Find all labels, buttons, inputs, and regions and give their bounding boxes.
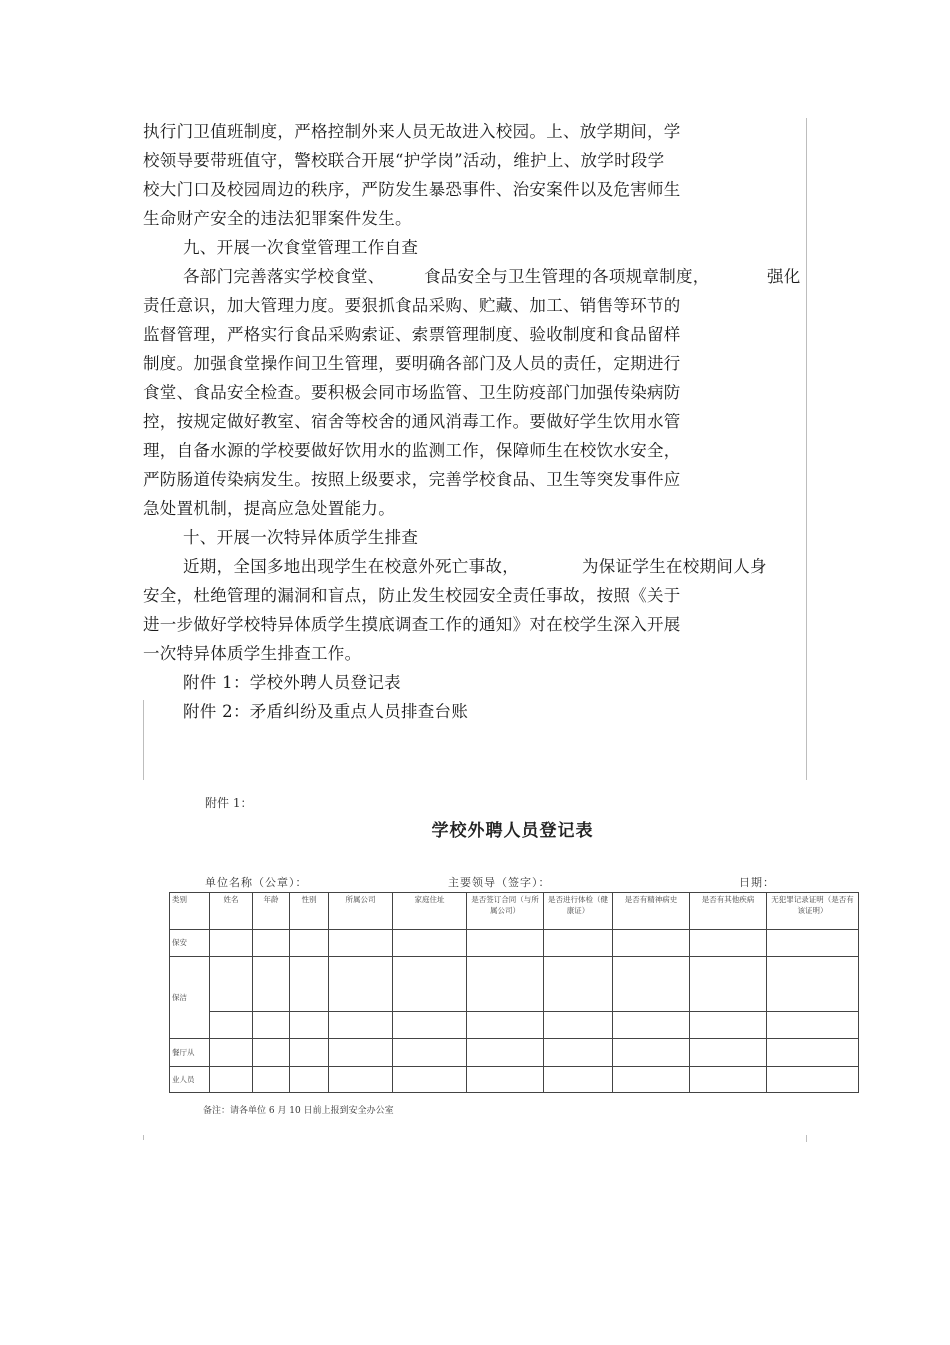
body-line: 进一步做好学校特异体质学生摸底调查工作的通知》对在校学生深入开展 bbox=[143, 615, 681, 634]
body-line: 食品安全与卫生管理的各项规章制度， bbox=[424, 267, 710, 286]
table-cell bbox=[613, 1012, 690, 1039]
attachment-label: 附件 1： bbox=[205, 796, 253, 810]
table-cell bbox=[613, 1066, 690, 1092]
table-cell bbox=[290, 1066, 329, 1092]
section-heading-ten: 十、开展一次特异体质学生排查 bbox=[183, 528, 419, 547]
leader-sign-label: 主要领导（签字）： bbox=[448, 876, 551, 889]
body-line: 校领导要带班值守，警校联合开展“护学岗”活动，维护上、放学时段学 bbox=[143, 151, 665, 170]
table-cell bbox=[253, 1012, 290, 1039]
attachment-2-ref: 附件 2：矛盾纠纷及重点人员排查台账 bbox=[183, 702, 469, 721]
table-cell bbox=[210, 956, 253, 1012]
header-cell: 性别 bbox=[290, 893, 329, 930]
table-cell bbox=[210, 1039, 253, 1066]
body-line: 生命财产安全的违法犯罪案件发生。 bbox=[143, 209, 412, 228]
header-cell: 年龄 bbox=[253, 893, 290, 930]
table-cell bbox=[290, 1012, 329, 1039]
table-cell bbox=[690, 1012, 767, 1039]
category-cell: 餐厅从 bbox=[170, 1039, 210, 1066]
category-cell: 保洁 bbox=[170, 956, 210, 1039]
unit-name-label: 单位名称（公章）： bbox=[205, 876, 308, 889]
table-cell bbox=[613, 956, 690, 1012]
body-line: 监督管理，严格实行食品采购索证、索票管理制度、验收制度和食品留样 bbox=[143, 325, 681, 344]
table-cell bbox=[393, 956, 467, 1012]
table-cell bbox=[467, 930, 544, 956]
table-cell bbox=[467, 1012, 544, 1039]
table-cell bbox=[767, 1066, 859, 1092]
table-cell bbox=[329, 1066, 393, 1092]
header-cell: 无犯罪记录证明（是否有该证明） bbox=[767, 893, 859, 930]
table-cell bbox=[467, 1066, 544, 1092]
body-line: 校大门口及校园周边的秩序，严防发生暴恐事件、治安案件以及危害师生 bbox=[143, 180, 681, 199]
header-cell: 所属公司 bbox=[329, 893, 393, 930]
body-line: 急处置机制，提高应急处置能力。 bbox=[143, 499, 395, 518]
header-cell: 家庭住址 bbox=[393, 893, 467, 930]
table-cell bbox=[290, 930, 329, 956]
table-cell bbox=[544, 1066, 613, 1092]
table-cell bbox=[767, 956, 859, 1012]
table-cell bbox=[393, 930, 467, 956]
frame-right-border bbox=[806, 118, 807, 780]
table-cell bbox=[544, 930, 613, 956]
table-cell bbox=[329, 1039, 393, 1066]
body-line: 执行门卫值班制度，严格控制外来人员无故进入校园。上、放学期间，学 bbox=[143, 122, 681, 141]
table-cell bbox=[544, 1039, 613, 1066]
table-cell bbox=[467, 1039, 544, 1066]
header-cell: 是否进行体检（健康证） bbox=[544, 893, 613, 930]
table-cell bbox=[253, 1039, 290, 1066]
header-cell: 是否有精神病史 bbox=[613, 893, 690, 930]
body-line: 为保证学生在校期间人身 bbox=[582, 557, 767, 576]
table-cell bbox=[290, 1039, 329, 1066]
table-header-row bbox=[170, 893, 859, 930]
table-row bbox=[170, 1012, 859, 1039]
table-cell bbox=[253, 956, 290, 1012]
body-line: 严防肠道传染病发生。按照上级要求，完善学校食品、卫生等突发事件应 bbox=[143, 470, 681, 489]
table-cell bbox=[253, 1066, 290, 1092]
date-label: 日期： bbox=[739, 876, 775, 889]
table-cell bbox=[613, 1039, 690, 1066]
header-cell: 类别 bbox=[170, 893, 210, 930]
form-note: 备注：请各单位 6 月 10 日前上报到安全办公室 bbox=[203, 1106, 394, 1116]
body-line: 制度。加强食堂操作间卫生管理，要明确各部门及人员的责任，定期进行 bbox=[143, 354, 681, 373]
body-line: 强化 bbox=[767, 267, 801, 286]
table-row bbox=[170, 930, 859, 956]
table-cell bbox=[210, 1066, 253, 1092]
body-line: 一次特异体质学生排查工作。 bbox=[143, 644, 362, 663]
table-cell bbox=[690, 1066, 767, 1092]
table-cell bbox=[329, 1012, 393, 1039]
body-line: 理，自备水源的学校要做好饮用水的监测工作，保障师生在校饮水安全， bbox=[143, 441, 681, 460]
table-cell bbox=[393, 1066, 467, 1092]
table-cell bbox=[544, 1012, 613, 1039]
table-cell bbox=[690, 1039, 767, 1066]
table-cell bbox=[467, 956, 544, 1012]
body-line: 控，按规定做好教室、宿舍等校舍的通风消毒工作。要做好学生饮用水管 bbox=[143, 412, 681, 431]
table-cell bbox=[767, 1012, 859, 1039]
table-cell bbox=[253, 930, 290, 956]
table-cell bbox=[329, 930, 393, 956]
table-cell bbox=[210, 1012, 253, 1039]
table-cell bbox=[393, 1012, 467, 1039]
table-cell bbox=[690, 930, 767, 956]
section-heading-nine: 九、开展一次食堂管理工作自查 bbox=[183, 238, 419, 257]
registration-table bbox=[169, 892, 859, 1093]
body-line: 各部门完善落实学校食堂、 bbox=[183, 267, 385, 286]
table-cell bbox=[329, 956, 393, 1012]
header-cell: 是否有其他疾病 bbox=[690, 893, 767, 930]
table-cell bbox=[290, 956, 329, 1012]
table-cell bbox=[393, 1039, 467, 1066]
table-cell bbox=[210, 930, 253, 956]
table-row bbox=[170, 956, 859, 1012]
table-row bbox=[170, 1066, 859, 1092]
body-line: 食堂、食品安全检查。要积极会同市场监管、卫生防疫部门加强传染病防 bbox=[143, 383, 681, 402]
body-line: 责任意识，加大管理力度。要狠抓食品采购、贮藏、加工、销售等环节的 bbox=[143, 296, 681, 315]
attachment-form-image bbox=[143, 780, 882, 1135]
category-cell: 保安 bbox=[170, 930, 210, 956]
table-cell bbox=[767, 930, 859, 956]
table-cell bbox=[544, 956, 613, 1012]
table-cell bbox=[690, 956, 767, 1012]
header-cell: 姓名 bbox=[210, 893, 253, 930]
attachment-1-ref: 附件 1：学校外聘人员登记表 bbox=[183, 673, 401, 692]
body-line: 安全，杜绝管理的漏洞和盲点，防止发生校园安全责任事故，按照《关于 bbox=[143, 586, 681, 605]
form-title: 学校外聘人员登记表 bbox=[431, 821, 594, 841]
table-row bbox=[170, 1039, 859, 1066]
header-cell: 是否签订合同（与所属公司） bbox=[467, 893, 544, 930]
table-cell bbox=[613, 930, 690, 956]
table-cell bbox=[767, 1039, 859, 1066]
category-cell: 业人员 bbox=[170, 1066, 210, 1092]
body-line: 近期，全国多地出现学生在校意外死亡事故， bbox=[183, 557, 519, 576]
